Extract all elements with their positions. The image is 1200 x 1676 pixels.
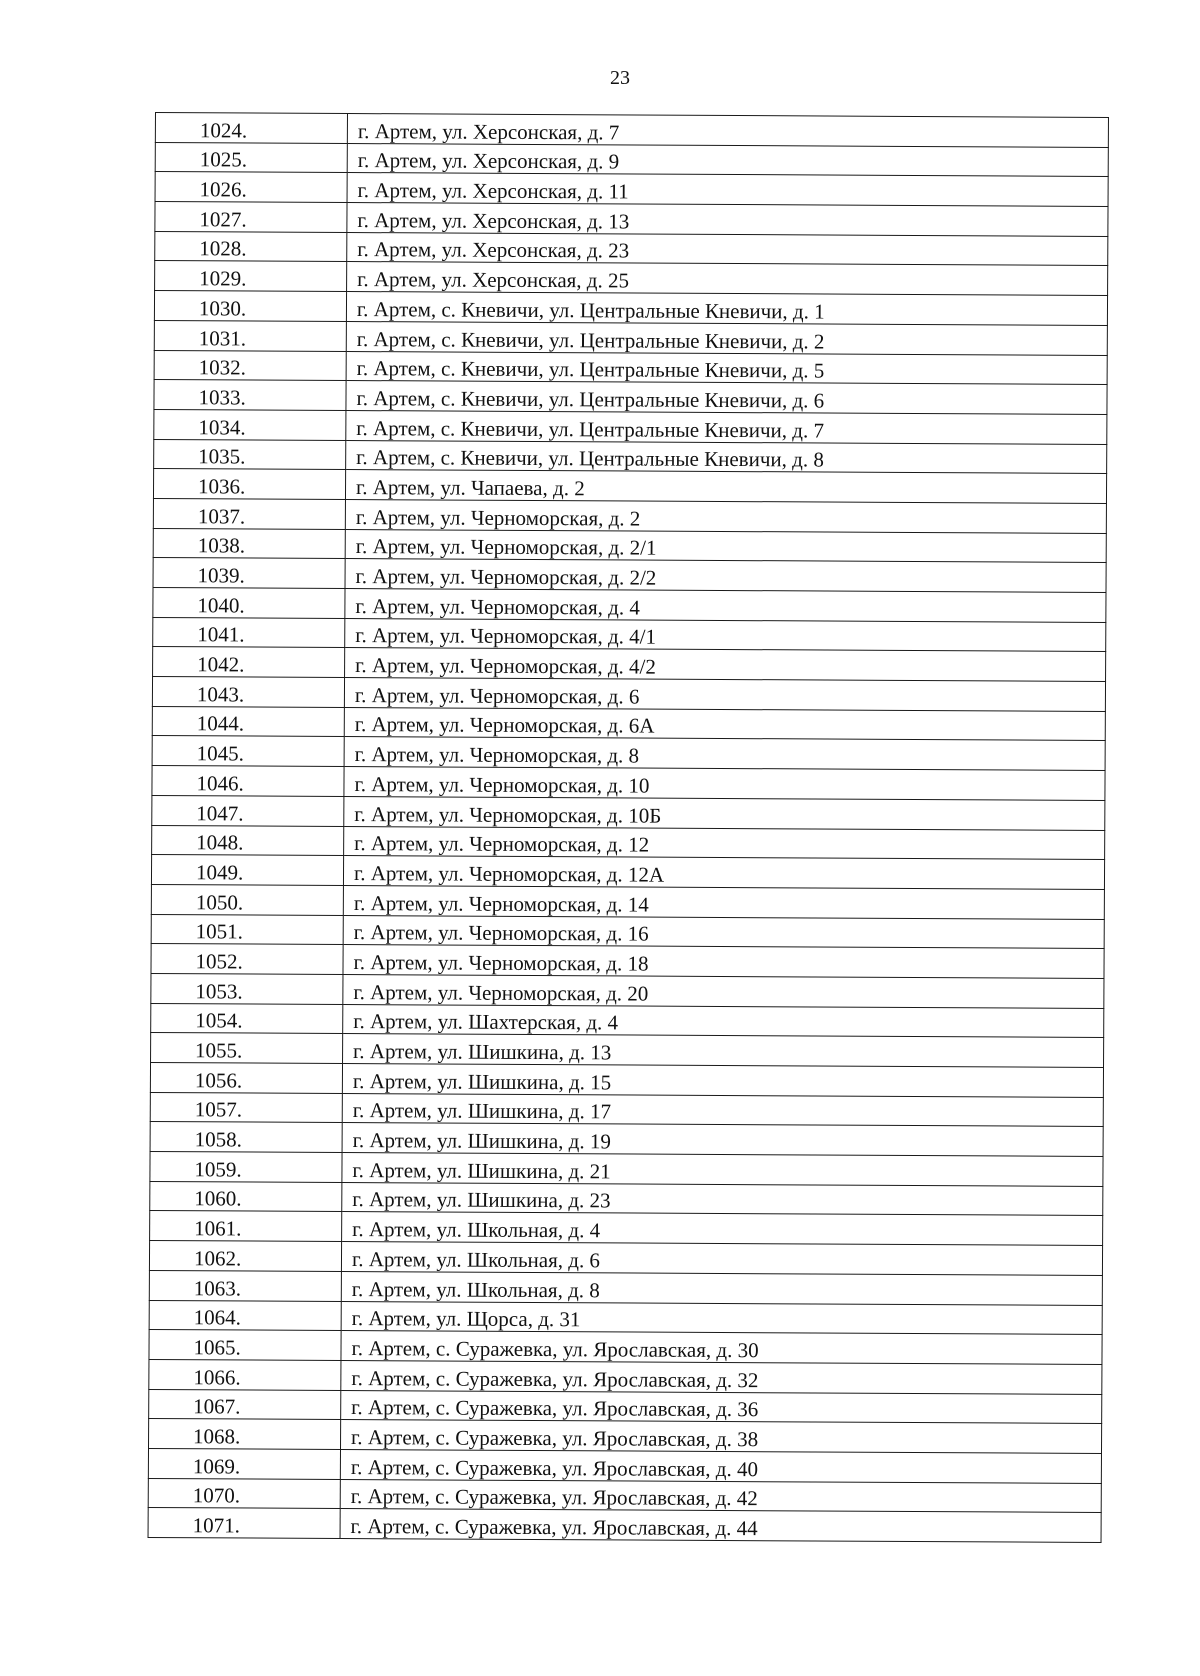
row-address: г. Артем, с. Суражевка, ул. Ярославская, д. 40 (340, 1449, 1101, 1483)
row-address: г. Артем, ул. Черноморская, д. 6А (344, 707, 1105, 741)
row-address: г. Артем, с. Суражевка, ул. Ярославская, д. 30 (341, 1331, 1102, 1365)
row-address: г. Артем, ул. Чапаева, д. 2 (345, 470, 1106, 504)
row-number: 1051. (151, 914, 343, 945)
row-address: г. Артем, ул. Херсонская, д. 7 (347, 114, 1108, 148)
address-table (148, 112, 1109, 1543)
table-body (148, 113, 1108, 1543)
row-number: 1030. (154, 291, 346, 322)
row-number: 1060. (150, 1181, 342, 1212)
row-address: г. Артем, ул. Херсонская, д. 13 (347, 203, 1108, 237)
row-address: г. Артем, с. Кневичи, ул. Центральные Кневичи, д. 8 (346, 440, 1107, 474)
row-number: 1034. (154, 409, 346, 440)
row-number: 1044. (152, 706, 344, 737)
row-number: 1064. (149, 1300, 341, 1331)
row-number: 1045. (152, 736, 344, 767)
row-number: 1043. (152, 677, 344, 708)
row-number: 1054. (151, 1003, 343, 1034)
row-number: 1062. (149, 1241, 341, 1272)
row-number: 1024. (155, 113, 347, 144)
row-address: г. Артем, ул. Черноморская, д. 4 (345, 589, 1106, 623)
row-number: 1026. (155, 172, 347, 203)
row-address: г. Артем, ул. Черноморская, д. 6 (344, 678, 1105, 712)
row-number: 1053. (151, 973, 343, 1004)
row-address: г. Артем, ул. Черноморская, д. 10 (344, 767, 1105, 801)
row-address: г. Артем, с. Кневичи, ул. Центральные Кневичи, д. 7 (346, 410, 1107, 444)
row-address: г. Артем, с. Суражевка, ул. Ярославская, д. 36 (341, 1390, 1102, 1424)
row-address: г. Артем, ул. Черноморская, д. 12А (343, 856, 1104, 890)
row-number: 1028. (155, 231, 347, 262)
row-address: г. Артем, ул. Шишкина, д. 15 (342, 1063, 1103, 1097)
row-number: 1025. (155, 142, 347, 173)
row-number: 1029. (155, 261, 347, 292)
row-number: 1068. (149, 1419, 341, 1450)
row-address: г. Артем, ул. Черноморская, д. 10Б (344, 796, 1105, 830)
row-number: 1070. (148, 1478, 340, 1509)
row-address: г. Артем, ул. Шахтерская, д. 4 (343, 1004, 1104, 1038)
row-address: г. Артем, ул. Черноморская, д. 20 (343, 974, 1104, 1008)
row-address: г. Артем, ул. Школьная, д. 6 (341, 1242, 1102, 1276)
row-address: г. Артем, ул. Шишкина, д. 21 (342, 1153, 1103, 1187)
row-number: 1048. (152, 825, 344, 856)
row-number: 1027. (155, 202, 347, 233)
row-number: 1063. (149, 1270, 341, 1301)
row-address: г. Артем, ул. Черноморская, д. 8 (344, 737, 1105, 771)
row-number: 1039. (153, 558, 345, 589)
row-address: г. Артем, ул. Шишкина, д. 19 (342, 1123, 1103, 1157)
table-row (148, 1508, 1101, 1543)
row-number: 1059. (150, 1152, 342, 1183)
row-number: 1061. (150, 1211, 342, 1242)
row-number: 1050. (151, 884, 343, 915)
row-number: 1033. (154, 380, 346, 411)
row-number: 1040. (153, 587, 345, 618)
row-number: 1032. (154, 350, 346, 381)
row-address: г. Артем, ул. Черноморская, д. 12 (344, 826, 1105, 860)
row-number: 1058. (150, 1122, 342, 1153)
row-address: г. Артем, ул. Щорса, д. 31 (341, 1301, 1102, 1335)
row-number: 1035. (154, 439, 346, 470)
row-number: 1071. (148, 1508, 340, 1539)
row-number: 1056. (150, 1062, 342, 1093)
row-address: г. Артем, ул. Херсонская, д. 11 (347, 173, 1108, 207)
row-address: г. Артем, ул. Херсонская, д. 9 (347, 143, 1108, 177)
row-number: 1046. (152, 766, 344, 797)
row-number: 1031. (154, 320, 346, 351)
row-address: г. Артем, ул. Черноморская, д. 14 (343, 885, 1104, 919)
row-address: г. Артем, ул. Шишкина, д. 13 (343, 1034, 1104, 1068)
row-number: 1042. (153, 647, 345, 678)
row-address: г. Артем, ул. Черноморская, д. 18 (343, 945, 1104, 979)
row-address: г. Артем, с. Суражевка, ул. Ярославская, д. 42 (340, 1479, 1101, 1513)
row-address: г. Артем, ул. Черноморская, д. 2 (345, 499, 1106, 533)
row-number: 1052. (151, 944, 343, 975)
row-number: 1065. (149, 1330, 341, 1361)
row-number: 1038. (153, 528, 345, 559)
row-address: г. Артем, с. Кневичи, ул. Центральные Кневичи, д. 6 (346, 381, 1107, 415)
row-address: г. Артем, ул. Шишкина, д. 23 (342, 1182, 1103, 1216)
row-address: г. Артем, с. Суражевка, ул. Ярославская, д. 32 (341, 1360, 1102, 1394)
row-address: г. Артем, ул. Черноморская, д. 2/1 (345, 529, 1106, 563)
row-number: 1037. (153, 498, 345, 529)
row-number: 1055. (151, 1033, 343, 1064)
row-address: г. Артем, ул. Шишкина, д. 17 (342, 1093, 1103, 1127)
row-number: 1041. (153, 617, 345, 648)
row-address: г. Артем, с. Кневичи, ул. Центральные Кневичи, д. 5 (346, 351, 1107, 385)
row-number: 1066. (149, 1359, 341, 1390)
row-address: г. Артем, с. Кневичи, ул. Центральные Кневичи, д. 2 (346, 321, 1107, 355)
row-address: г. Артем, ул. Черноморская, д. 2/2 (345, 559, 1106, 593)
row-address: г. Артем, ул. Черноморская, д. 4/2 (345, 648, 1106, 682)
page-number: 23 (610, 67, 630, 89)
row-address: г. Артем, с. Суражевка, ул. Ярославская, д. 44 (340, 1509, 1101, 1543)
row-address: г. Артем, с. Суражевка, ул. Ярославская, д. 38 (340, 1420, 1101, 1454)
row-address: г. Артем, ул. Школьная, д. 8 (341, 1271, 1102, 1305)
row-number: 1049. (151, 855, 343, 886)
row-address: г. Артем, с. Кневичи, ул. Центральные Кневичи, д. 1 (346, 292, 1107, 326)
row-address: г. Артем, ул. Школьная, д. 4 (342, 1212, 1103, 1246)
row-address: г. Артем, ул. Херсонская, д. 25 (347, 262, 1108, 296)
row-address: г. Артем, ул. Черноморская, д. 16 (343, 915, 1104, 949)
row-address: г. Артем, ул. Черноморская, д. 4/1 (345, 618, 1106, 652)
row-number: 1069. (148, 1448, 340, 1479)
row-number: 1047. (152, 795, 344, 826)
row-address: г. Артем, ул. Херсонская, д. 23 (347, 232, 1108, 266)
row-number: 1067. (149, 1389, 341, 1420)
row-number: 1036. (153, 469, 345, 500)
row-number: 1057. (150, 1092, 342, 1123)
